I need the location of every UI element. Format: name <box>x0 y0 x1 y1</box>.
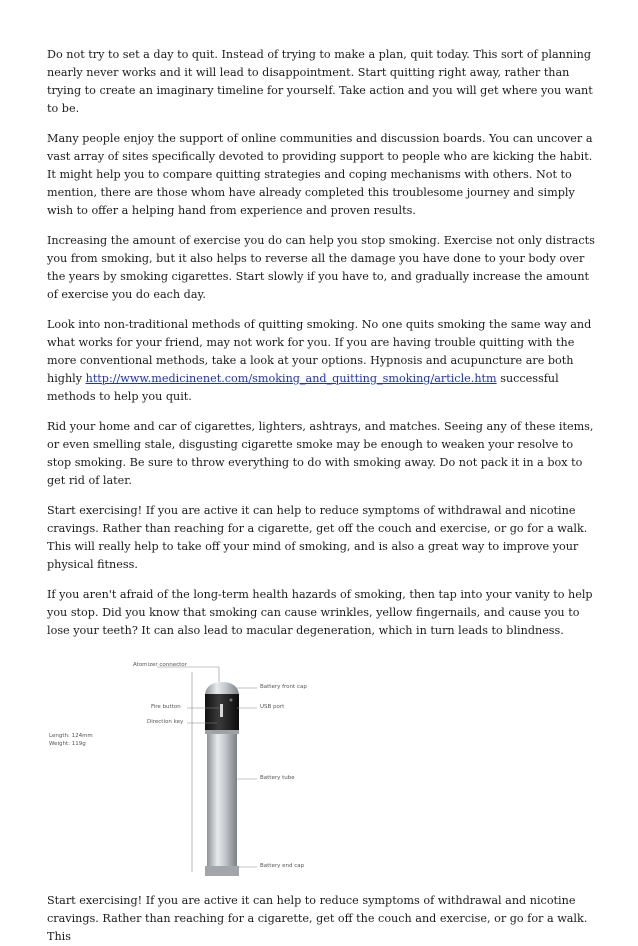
link-paragraph-before: Look into non-traditional methods of quitting smoking. No one quits smoking the same way and what works for your friend, may not work for you. If you are having trouble quitting with the more conventional methods, take a look at your options. Hypnosis and acupuncture are both highly <box>47 318 592 385</box>
paragraph-rid-home: Rid your home and car of cigarettes, lighters, ashtrays, and matches. Seeing any of these items, or even smelling stale, disgusting cigarette smoke may be enough to weaken your resolve to stop smoking. Be sure to throw everything to do with smoking away. Do not pack it in a box to get rid of later. <box>47 420 594 487</box>
label-battery-front-cap: Battery front cap <box>260 684 307 690</box>
paragraph-exercise-amount: Increasing the amount of exercise you do can help you stop smoking. Exercise not only distracts you from smoking, but it also helps to reverse all the damage you have done to your body over the years by smoking cigarettes. Start slowly if you have to, and gradually increase the amount of exercise you do each day. <box>47 234 595 301</box>
document-page <box>47 46 597 946</box>
battery-front-cap-shape <box>205 682 239 694</box>
paragraph-quit-today: Do not try to set a day to quit. Instead of trying to make a plan, quit today. This sort of planning nearly never works and it will lead to disappointment. Start quitting right away, rather than trying to create an imaginary timeline for yourself. Take action and you will get where you want to be. <box>47 48 593 115</box>
fire-button-shape <box>220 704 223 717</box>
label-length: Length: 124mm <box>49 733 93 739</box>
link-paragraph-after: successful methods to help you quit. <box>47 372 559 403</box>
label-weight: Weight: 119g <box>49 741 86 747</box>
label-usb-port: USB port <box>260 704 285 710</box>
paragraph-vanity: If you aren't afraid of the long-term health hazards of smoking, then tap into your vanity to help you stop. Did you know that smoking can cause wrinkles, yellow fingernails, and cause you to lose your teeth? It can also lead to macular degeneration, which in turn leads to blindness. <box>47 588 593 637</box>
paragraph-online-support: Many people enjoy the support of online communities and discussion boards. You can uncover a vast array of sites specifically devoted to providing support to people who are kicking the habit. It might help you to compare quitting strategies and coping mechanisms with others. Not to mention, there are those whom have already completed this troublesome journey and simply wish to offer a helping hand from experience and proven results. <box>47 132 593 217</box>
usb-port-shape <box>230 699 233 702</box>
paragraph-start-exercising-repeat: Start exercising! If you are active it can help to reduce symptoms of withdrawal and nicotine cravings. Rather than reaching for a cigarette, get off the couch and exercise, or go for a walk. This <box>47 894 588 943</box>
paragraph-start-exercising: Start exercising! If you are active it can help to reduce symptoms of withdrawal and nicotine cravings. Rather than reaching for a cigarette, get off the couch and exercise, or go for a walk. This will really help to take off your mind of smoking, and is also a great way to improve your physical fitness. <box>47 504 588 571</box>
label-direction-key: Direction key <box>147 719 184 725</box>
paragraph-non-traditional <box>47 316 597 406</box>
battery-tube-shape <box>207 732 237 874</box>
label-fire-button: Fire button <box>151 704 181 710</box>
label-battery-end-cap: Battery end cap <box>260 863 305 869</box>
ecig-diagram <box>47 652 597 880</box>
ecig-illustration <box>47 652 597 880</box>
label-battery-tube: Battery tube <box>260 775 295 781</box>
label-atomizer-connector: Atomizer connector <box>133 662 187 668</box>
battery-end-cap-shape <box>205 866 239 876</box>
medicinenet-link[interactable]: http://www.medicinenet.com/smoking_and_quitting_smoking/article.htm <box>85 372 497 385</box>
